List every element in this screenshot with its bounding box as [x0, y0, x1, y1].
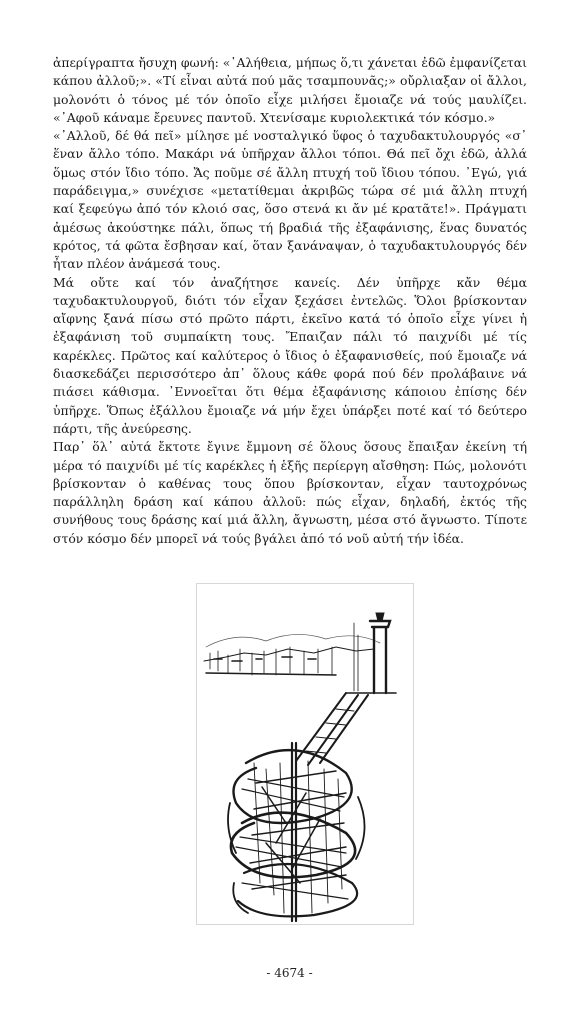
paragraph-4: Παρ᾿ ὅλ᾿ αὐτά ἔκτοτε ἔγινε ἔμμονη σέ ὅλους ὅσους ἔπαιξαν ἐκείνη τή μέρα τό παιχνίδι μέ τίς καρέκλες ἡ ἑξῆς περίεργη αἴσθηση: Πώς, μολονότι βρίσκονταν ὁ καθένας τους ὅπου βρίσκονταν, εἶχαν ταυτοχρόνως παράλληλη δράση καί κάπου ἀλλοῦ: πώς εἶχαν, δηλαδή, ἐκτός τῆς συνήθους τους δράσης καί μιά ἄλλη, ἄγνωστη, μέσα στό ἄγνωστο. Τίποτε στόν κόσμο δέν μπορεῖ νά τούς βγάλει ἀπό τό νοῦ αὐτή τήν ἰδέα.: [53, 439, 527, 546]
spiral-staircase-sketch: [196, 583, 414, 925]
body-text: [53, 54, 527, 548]
paragraph-3: Μά οὔτε καί τόν ἀναζήτησε κανείς. Δέν ὑπῆρχε κἄν θέμα ταχυδακτυλουργοῦ, διότι τόν εἶχαν ξεχάσει ἐντελῶς. Ὅλοι βρίσκονταν αἴφνης ξανά πίσω στό πρῶτο πάρτι, ἐκεῖνο κατά τό ὁποῖο εἶχε γίνει ἡ ἐξαφάνιση τοῦ συμπαίκτη τους. Ἔπαιζαν πάλι τό παιχνίδι μέ τίς καρέκλες. Πρῶτος καί καλύτερος ὁ ἴδιος ὁ ἐξαφανισθείς, πού ἔμοιαζε νά διασκεδάζει περισσότερο ἀπ᾿ ὅλους κάθε φορά πού δέν προλάβαινε νά πιάσει κάθισμα. ᾿Εννοεῖται ὅτι θέμα ἐξαφάνισης κάποιου ἐπίσης δέν ὑπῆρχε. Ὅπως ἐξάλλου ἔμοιαζε νά μήν ἔχει ὑπάρξει ποτέ καί τό δεύτερο πάρτι, τῆς ἀνεύρεσης.: [53, 274, 527, 436]
paragraph-1: ἀπερίγραπτα ἤσυχη φωνή: «᾿Αλήθεια, μήπως ὅ,τι χάνεται ἐδῶ ἐμφανίζεται κάπου ἀλλοῦ;». «Τί εἶναι αὐτά πού μᾶς τσαμπουνᾶς;» οὔρλιαξαν οἱ ἄλλοι, μολονότι ὁ τόνος μέ τόν ὁποῖο εἶχε μιλήσει ἔμοιαζε νά τούς μαυλίζει. «᾿Αφοῦ κάναμε ἔρευνες παντοῦ. Χτενίσαμε κυριολεκτικά τόν κόσμο.»: [53, 55, 527, 125]
page-number: - 4674 -: [266, 966, 313, 980]
paragraph-2: «᾿Αλλοῦ, δέ θά πεῖ» μίλησε μέ νοσταλγικό ὕφος ὁ ταχυδακτυλουργός «σ᾿ ἕναν ἄλλο τόπο. Μακάρι νά ὑπῆρχαν ἄλλοι τόποι. Θά πεῖ ὄχι ἐδῶ, ἀλλά ὅμως στόν ἴδιο τόπο. Ἄς ποῦμε σέ ἄλλη πτυχή τοῦ ἴδιου τόπου. ᾿Εγώ, γιά παράδειγμα,» συνέχισε «μετατίθεμαι ἀκριβῶς τώρα σέ μιά ἄλλη πτυχή καί ξεφεύγω ἀπό τόν κλοιό σας, ὅσο στενά κι ἄν μέ κρατᾶτε!». Πράγματι ἀμέσως ἀκούστηκε πάλι, ὅπως τή βραδιά τῆς ἐξαφάνισης, ἕνας δυνατός κρότος, τά φῶτα ἔσβησαν καί, ὅταν ξανάναψαν, ὁ ταχυδακτυλουργός δέν ἦταν πλέον ἀνάμεσά τους.: [53, 128, 527, 272]
sketch-drawing: [196, 583, 414, 925]
